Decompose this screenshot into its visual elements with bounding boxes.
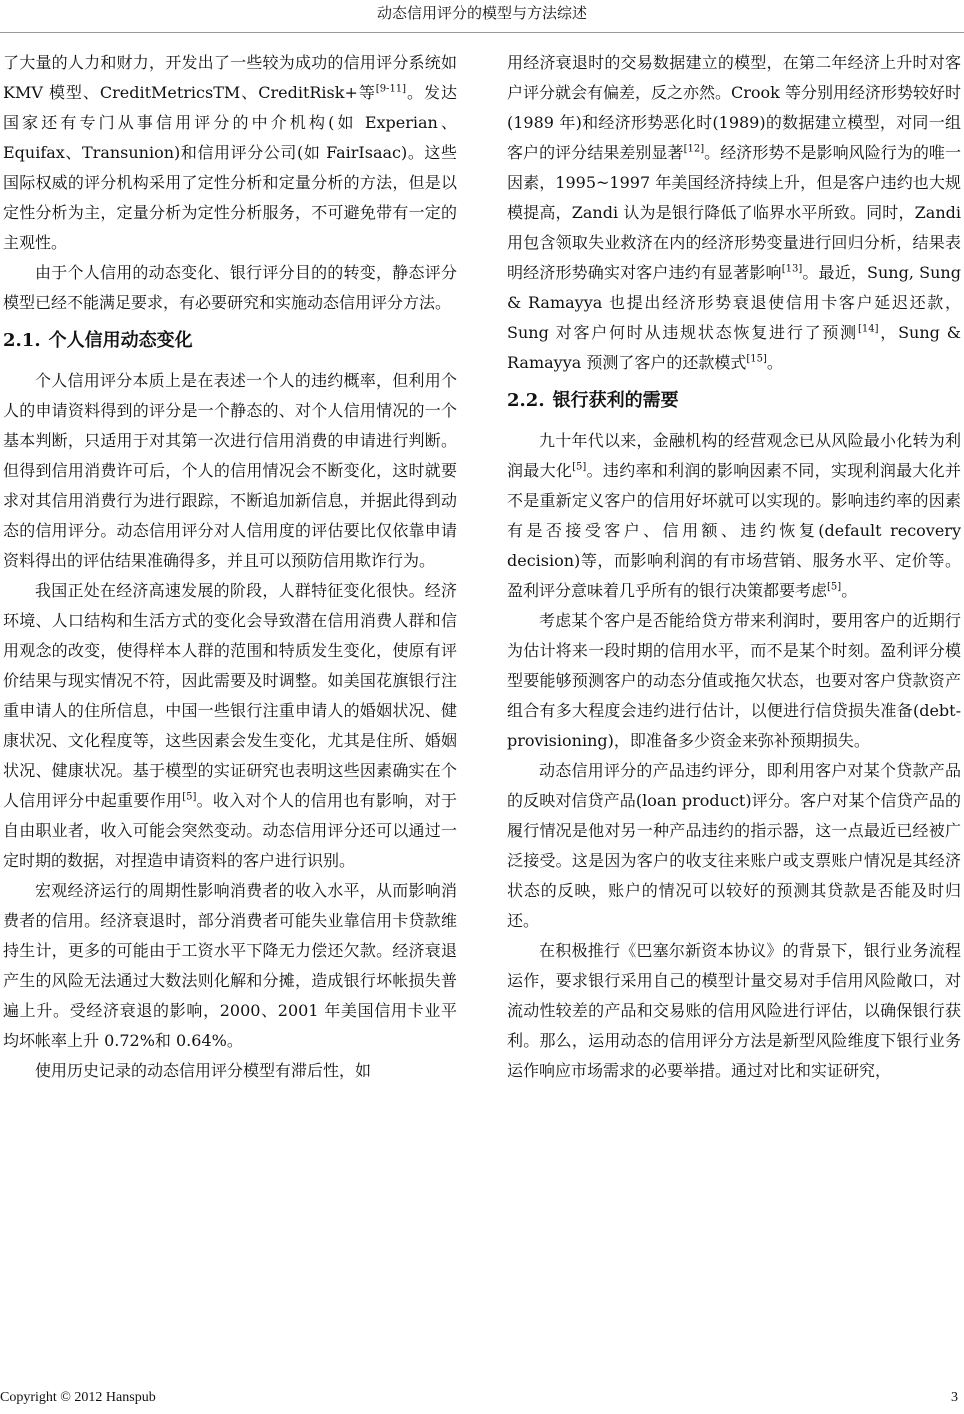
- text-run: 。: [841, 581, 858, 600]
- running-header-title: 动态信用评分的模型与方法综述: [376, 4, 587, 22]
- citation: [14]: [857, 323, 879, 335]
- text-run: 了大量的人力和财力，开发出了一些较为成功的信用评分系统如 KMV 模型、CreditMetricsTM、CreditRisk+等: [3, 53, 457, 102]
- left-paragraph-1: [3, 48, 457, 258]
- citation: [15]: [746, 353, 767, 365]
- citation: [5]: [572, 461, 587, 473]
- citation: [13]: [781, 263, 803, 275]
- right-paragraph-1: [507, 48, 961, 378]
- right-paragraph-2: [507, 426, 961, 606]
- text-run: 。经济形势不是影响风险行为的唯一因素，1995~1997 年美国经济持续上升，但是客户违约也大规模提高，Zandi 认为是银行降低了临界水平所致。同时，Zandi 用包含领取失业救济在内的经济形势变量进行回归分析，结果表明经济形势确实对客户违约有显著影响: [507, 143, 961, 282]
- text-run: 。收入对个人的信用也有影响，对于自由职业者，收入可能会突然变动。动态信用评分还可以通过一定时期的数据，对捏造申请资料的客户进行识别。: [3, 791, 457, 870]
- text-run: 我国正处在经济高速发展的阶段，人群特征变化很快。经济环境、人口结构和生活方式的变化会导致潜在信用消费人群和信用观念的改变，使得样本人群的范围和特质发生变化，使原有评价结果与现实情况不符，因此需要及时调整。如美国花旗银行注重申请人的住所信息，中国一些银行注重申请人的婚姻状况、健康状况、文化程度等，这些因素会发生变化，尤其是住所、婚姻状况、健康状况。基于模型的实证研究也表明这些因素确实在个人信用评分中起重要作用: [3, 581, 457, 810]
- section-number: 2.2.: [507, 390, 545, 411]
- running-header: [0, 0, 964, 33]
- copyright-notice: Copyright © 2012 Hanspub: [0, 1390, 156, 1405]
- page-footer: [0, 1386, 964, 1410]
- text-run: 。: [766, 353, 783, 372]
- left-paragraph-5: 宏观经济运行的周期性影响消费者的收入水平，从而影响消费者的信用。经济衰退时，部分消费者可能失业靠信用卡贷款维持生计，更多的可能由于工资水平下降无力偿还欠款。经济衰退产生的风险无法通过大数法则化解和分摊，造成银行坏帐损失普遍上升。受经济衰退的影响，2000、2001 年美国信用卡业平均坏帐率上升 0.72%和 0.64%。: [3, 881, 457, 1050]
- text-run: 。违约率和利润的影响因素不同，实现利润最大化并不是重新定义客户的信用好坏就可以实现的。影响违约率的因素有是否接受客户、信用额、违约恢复(default recovery decision)等，而影响利润的有市场营销、服务水平、定价等。盈利评分意味着几乎所有的银行决策都要考虑: [507, 461, 961, 600]
- left-paragraph-6: 使用历史记录的动态信用评分模型有滞后性，如: [35, 1061, 372, 1080]
- section-heading-2-2: [507, 386, 961, 416]
- page-number: 3: [951, 1390, 958, 1405]
- right-paragraph-5: 在积极推行《巴塞尔新资本协议》的背景下，银行业务流程运作，要求银行采用自己的模型计量交易对手信用风险敞口，对流动性较差的产品和交易账的信用风险进行评估，以确保银行获利。那么，运用动态的信用评分方法是新型风险维度下银行业务运作响应市场需求的必要举措。通过对比和实证研究，: [507, 941, 961, 1080]
- section-title: 个人信用动态变化: [48, 330, 193, 351]
- section-heading-2-1: [3, 326, 457, 356]
- left-paragraph-4: [3, 576, 457, 876]
- citation: [5]: [182, 791, 197, 803]
- citation: [5]: [827, 581, 842, 593]
- section-title: 银行获利的需要: [552, 390, 679, 411]
- text-run: ，Sung & Ramayya 预测了客户的还款模式: [507, 323, 961, 372]
- left-paragraph-3: 个人信用评分本质上是在表述一个人的违约概率，但利用个人的申请资料得到的评分是一个静态的、对个人信用情况的一个基本判断，只适用于对其第一次进行信用消费的申请进行判断。但得到信用消费许可后，个人的信用情况会不断变化，这时就要求对其信用消费行为进行跟踪，不断追加新信息，并据此得到动态的信用评分。动态信用评分对人信用度的评估要比仅依靠申请资料得出的评估结果准确得多，并且可以预防信用欺诈行为。: [3, 371, 457, 570]
- left-column: [3, 48, 457, 1086]
- left-paragraph-2: 由于个人信用的动态变化、银行评分目的的转变，静态评分模型已经不能满足要求，有必要研究和实施动态信用评分方法。: [3, 263, 457, 312]
- right-paragraph-4: 动态信用评分的产品违约评分，即利用客户对某个贷款产品的反映对信贷产品(loan product)评分。客户对某个信贷产品的履行情况是他对另一种产品违约的指示器，这一点最近已经被广泛接受。这是因为客户的收支往来账户或支票账户情况是其经济状态的反映，账户的情况可以较好的预测其贷款是否能及时归还。: [507, 761, 961, 930]
- right-paragraph-3: 考虑某个客户是否能给贷方带来利润时，要用客户的近期行为估计将来一段时期的信用水平，而不是某个时刻。盈利评分模型要能够预测客户的动态分值或拖欠状态，也要对客户贷款资产组合有多大程度会违约进行估计，以便进行信贷损失准备(debt-provisioning)，即准备多少资金来弥补预期损失。: [507, 611, 961, 750]
- text-run: 九十年代以来，金融机构的经营观念已从风险最小化转为利润最大化: [507, 431, 961, 480]
- citation: [9-11]: [375, 83, 407, 95]
- text-run: 。最近，Sung, Sung & Ramayya 也提出经济形势衰退使信用卡客户延迟还款，Sung 对客户何时从违规状态恢复进行了预测: [507, 263, 961, 342]
- section-number: 2.1.: [3, 330, 41, 351]
- text-run: 。发达国家还有专门从事信用评分的中介机构(如 Experian、Equifax、Transunion)和信用评分公司(如 FairIsaac)。这些国际权威的评分机构采用了定性分析和定量分析的方法，但是以定性分析为主，定量分析为定性分析服务，不可避免带有一定的主观性。: [3, 83, 457, 252]
- citation: [12]: [683, 143, 705, 155]
- text-run: 用经济衰退时的交易数据建立的模型，在第二年经济上升时对客户评分就会有偏差，反之亦然。Crook 等分别用经济形势较好时(1989 年)和经济形势恶化时(1989)的数据建立模型，对同一组客户的评分结果差别显著: [507, 53, 961, 162]
- right-column: [507, 48, 961, 1086]
